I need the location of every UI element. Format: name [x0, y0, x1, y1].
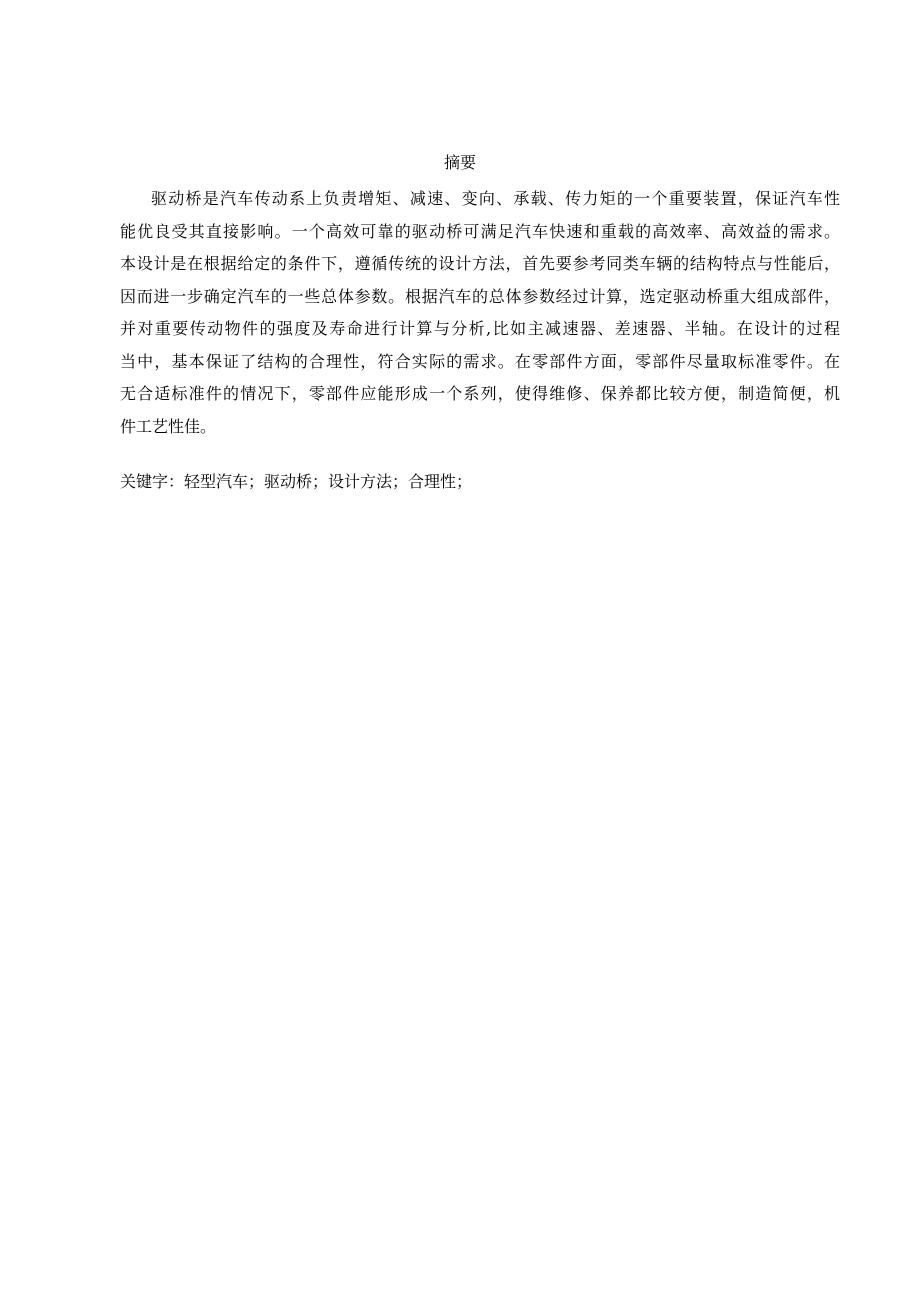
abstract-line: 当中，基本保证了结构的合理性，符合实际的需求。在零部件方面，零部件尽量取标准零件。在: [120, 351, 840, 371]
abstract-line: 因而进一步确定汽车的一些总体参数。根据汽车的总体参数经过计算，选定驱动桥重大组成部件，: [120, 286, 840, 306]
abstract-line: 无合适标准件的情况下，零部件应能形成一个系列，使得维修、保养都比较方便，制造简便，机: [120, 384, 840, 403]
abstract-title: 摘要: [443, 153, 476, 172]
abstract-line: 件工艺性佳。: [120, 416, 217, 436]
abstract-line: 并对重要传动物件的强度及寿命进行计算与分析,比如主减速器、差速器、半轴。在设计的过程: [120, 319, 840, 338]
keywords-line: 关键字：轻型汽车；驱动桥；设计方法；合理性；: [120, 472, 473, 491]
abstract-line: 本设计是在根据给定的条件下，遵循传统的设计方法，首先要参考同类车辆的结构特点与性能后，: [120, 254, 840, 273]
abstract-body: [120, 183, 840, 443]
abstract-line: 能优良受其直接影响。一个高效可靠的驱动桥可满足汽车快速和重载的高效率、高效益的需求。: [120, 221, 840, 241]
abstract-line: 驱动桥是汽车传动系上负责增矩、减速、变向、承载、传力矩的一个重要装置，保证汽车性: [151, 189, 840, 208]
